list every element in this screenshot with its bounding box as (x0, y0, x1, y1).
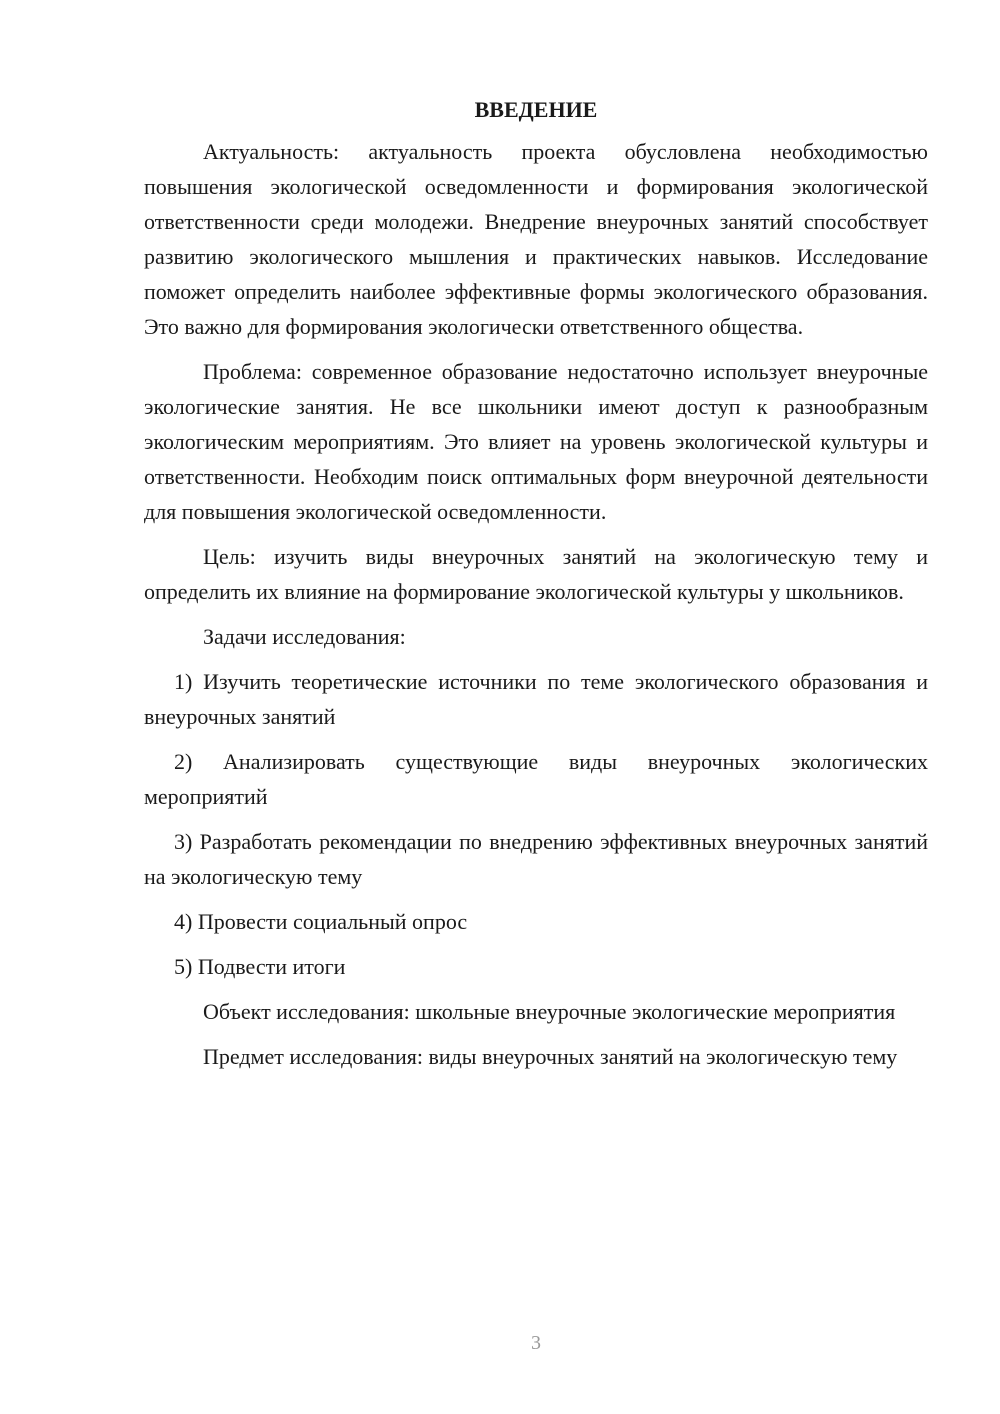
task-item: 1) Изучить теоретические источники по теме экологического образования и внеурочных занятий (144, 669, 928, 729)
paragraph-object: Объект исследования: школьные внеурочные экологические мероприятия (203, 999, 896, 1024)
paragraph-problem: Проблема: современное образование недостаточно использует внеурочные экологические занятия. Не все школьники имеют доступ к разнообразным экологическим мероприятиям. Это влияет на уровень экологической культуры и ответственности. Необходим поиск оптимальных форм внеурочной деятельности для повышения экологической осведомленности. (144, 359, 928, 524)
document-page (144, 92, 928, 1084)
paragraph-tasks-heading: Задачи исследования: (203, 624, 406, 649)
paragraph-goal: Цель: изучить виды внеурочных занятий на экологическую тему и определить их влияние на формирование экологической культуры у школьников. (144, 544, 928, 604)
task-item: 2) Анализировать существующие виды внеурочных экологических мероприятий (144, 749, 928, 809)
task-item: 4) Провести социальный опрос (174, 909, 468, 934)
paragraph-relevance: Актуальность: актуальность проекта обусловлена необходимостью повышения экологической осведомленности и формирования экологической ответственности среди молодежи. Внедрение внеурочных занятий способствует развитию экологического мышления и практических навыков. Исследование поможет определить наиболее эффективные формы экологического образования. Это важно для формирования экологически ответственного общества. (144, 139, 928, 339)
task-item: 5) Подвести итоги (174, 954, 346, 979)
document-title: ВВЕДЕНИЕ (474, 97, 598, 122)
task-item: 3) Разработать рекомендации по внедрению эффективных внеурочных занятий на экологическую тему (144, 829, 928, 889)
page-number: 3 (531, 1332, 541, 1354)
paragraph-subject: Предмет исследования: виды внеурочных занятий на экологическую тему (203, 1044, 898, 1069)
